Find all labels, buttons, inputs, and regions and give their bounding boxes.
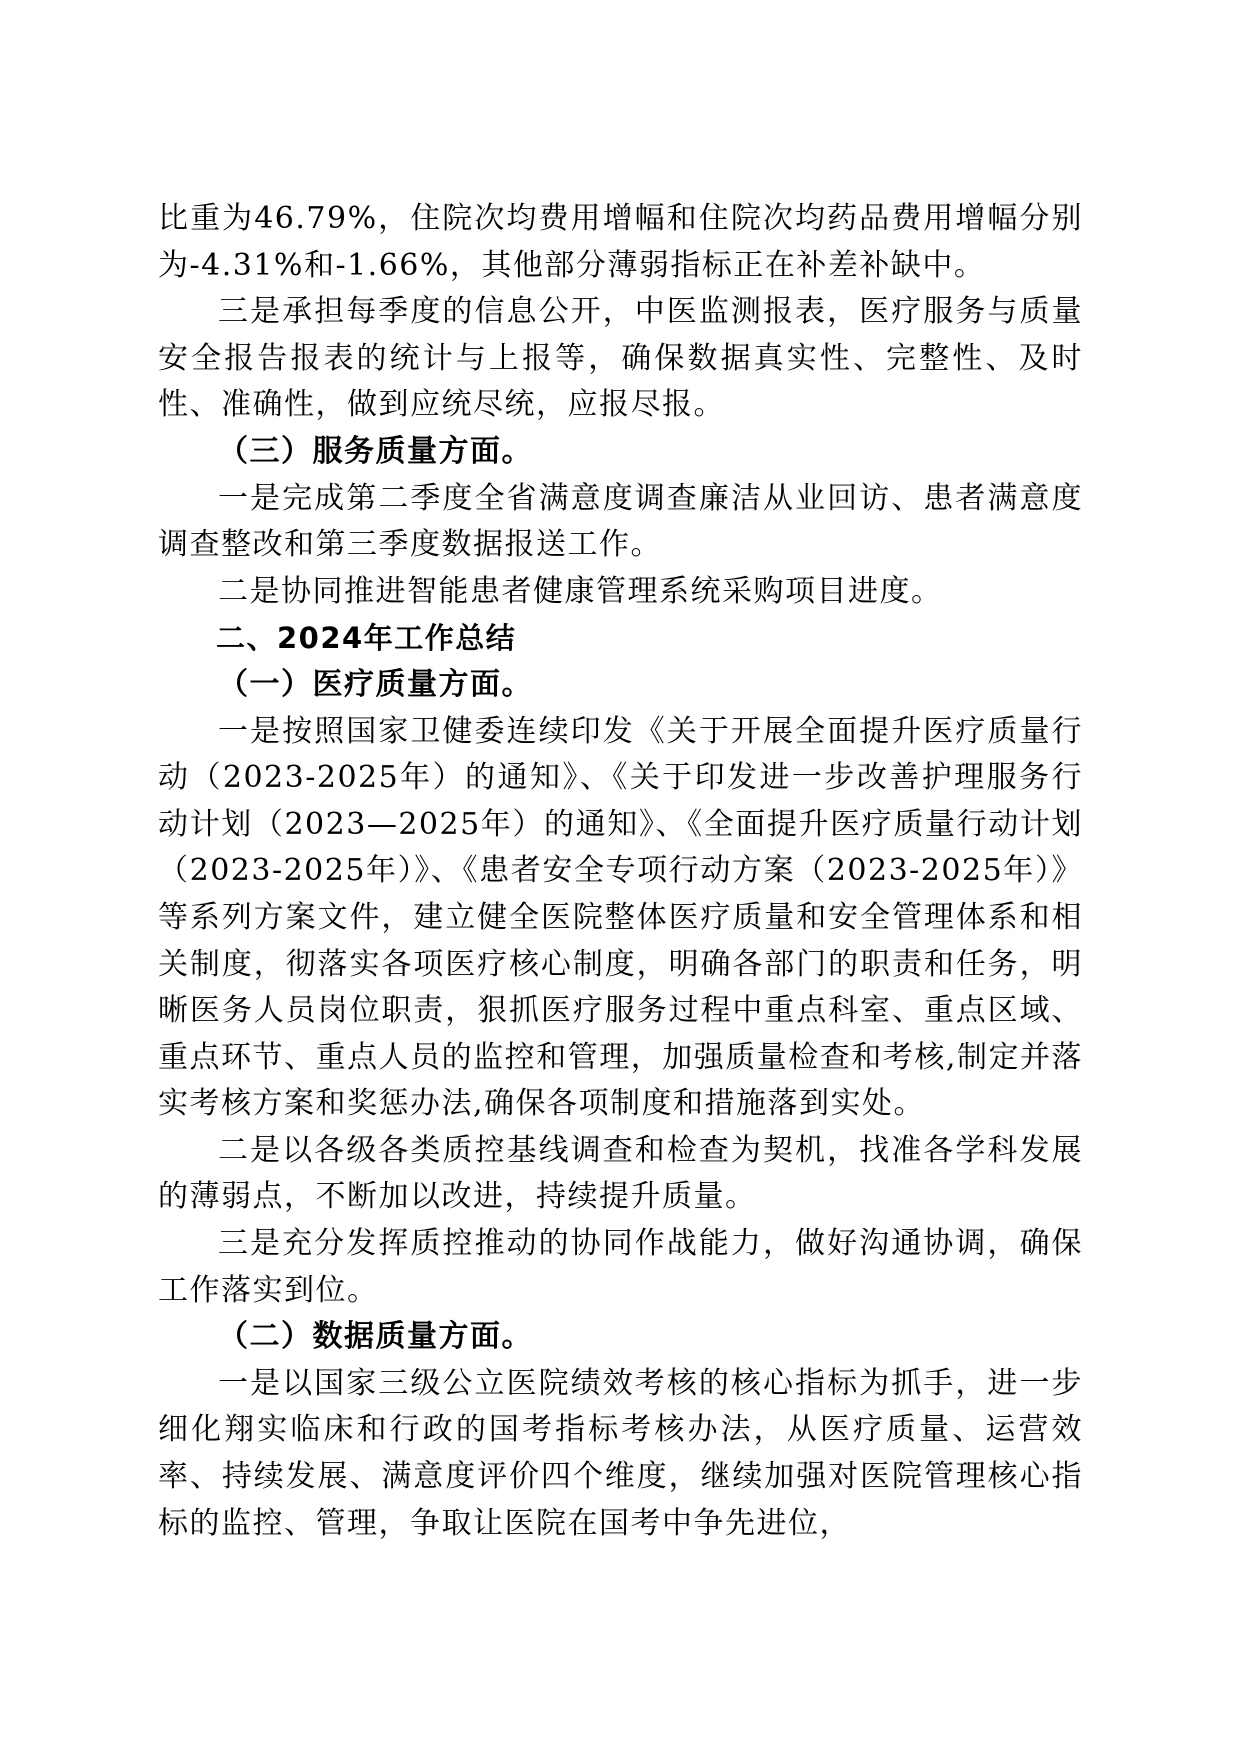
paragraph-info-disclosure: 三是承担每季度的信息公开，中医监测报表，医疗服务与质量安全报告报表的统计与上报等，确保数据真实性、完整性、及时性、准确性，做到应统尽统，应报尽报。 <box>158 294 1083 423</box>
heading-2024-summary: 二、2024年工作总结 <box>216 621 517 656</box>
paragraph-quality-baseline: 二是以各级各类质控基线调查和检查为契机，找准各学科发展的薄弱点，不断加以改进，持续提升质量。 <box>158 1132 1083 1215</box>
heading-medical-quality: （一）医疗质量方面。 <box>218 666 533 702</box>
paragraph-coordination: 三是充分发挥质控推动的协同作战能力，做好沟通协调，确保工作落实到位。 <box>158 1226 1083 1308</box>
paragraph-continuation: 比重为46.79%，住院次均费用增幅和住院次均药品费用增幅分别为-4.31%和-1.66%，其他部分薄弱指标正在补差补缺中。 <box>158 201 1083 283</box>
paragraph-national-documents: 一是按照国家卫健委连续印发《关于开展全面提升医疗质量行动（2023-2025年）的通知》、《关于印发进一步改善护理服务行动计划（2023—2025年）的通知》、《全面提升医疗质量行动计划（2023-2025年）》、《患者安全专项行动方案（2023-2025年）》等系列方案文件，建立健全医院整体医疗质量和安全管理体系和相关制度，彻落实各项医疗核心制度，明确各部门的职责和任务，明晰医务人员岗位职责，狠抓医疗服务过程中重点科室、重点区域、重点环节、重点人员的监控和管理，加强质量检查和考核,制定并落实考核方案和奖惩办法,确保各项制度和措施落到实处。 <box>158 713 1083 1122</box>
paragraph-performance-assessment: 一是以国家三级公立医院绩效考核的核心指标为抓手，进一步细化翔实临床和行政的国考指标考核办法，从医疗质量、运营效率、持续发展、满意度评价四个维度，继续加强对医院管理核心指标的监控、管理，争取让医院在国考中争先进位， <box>158 1365 1083 1541</box>
document-page <box>158 196 1083 1547</box>
heading-service-quality: （三）服务质量方面。 <box>218 433 533 469</box>
paragraph-satisfaction-survey: 一是完成第二季度全省满意度调查廉洁从业回访、患者满意度调查整改和第三季度数据报送工作。 <box>158 480 1083 563</box>
heading-data-quality: （二）数据质量方面。 <box>218 1319 533 1355</box>
paragraph-health-management-system: 二是协同推进智能患者健康管理系统采购项目进度。 <box>218 573 943 609</box>
